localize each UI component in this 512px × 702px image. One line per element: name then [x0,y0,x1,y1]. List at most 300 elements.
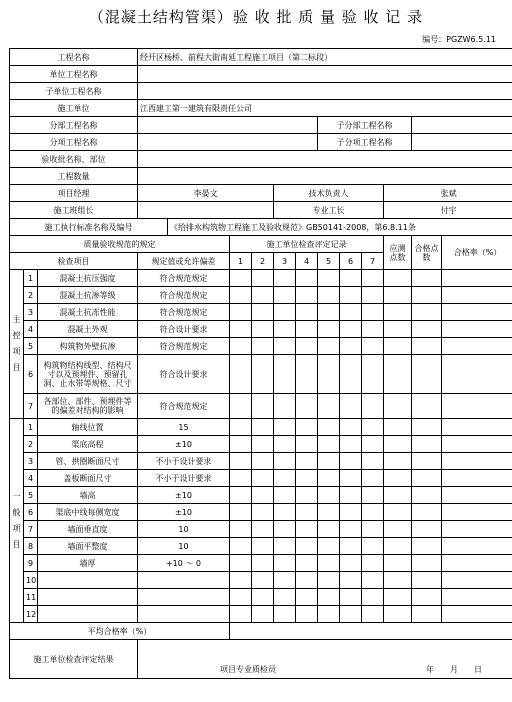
record-cell[interactable] [274,436,296,453]
qualified-points-cell[interactable] [412,572,442,589]
record-cell[interactable] [340,287,362,304]
check-item: 混凝土抗压强度 [38,270,138,287]
check-item: 混凝土抗渗等级 [38,287,138,304]
qualified-points-cell[interactable] [412,589,442,606]
record-cell[interactable] [362,394,384,419]
general-row [10,538,512,555]
record-cell[interactable] [318,436,340,453]
record-cell[interactable] [230,487,252,504]
qualified-points-cell[interactable] [412,487,442,504]
record-cell[interactable] [296,538,318,555]
document-number: 编号：PGZW6.5.11 [422,35,496,44]
record-cell[interactable] [340,304,362,321]
qualified-points-cell[interactable] [412,338,442,355]
record-cell[interactable] [362,270,384,287]
check-item [38,589,138,606]
result-value[interactable] [138,640,512,679]
record-cell[interactable] [252,419,274,436]
record-cell[interactable] [296,321,318,338]
sub-unit-project-value[interactable] [138,83,512,100]
allowed-value: 15 [138,419,230,436]
general-row [10,521,512,538]
qualified-points-cell[interactable] [412,355,442,394]
record-cell[interactable] [274,521,296,538]
qualified-points-cell[interactable] [412,419,442,436]
main_control-row [10,394,512,419]
record-cell[interactable] [252,453,274,470]
record-cell[interactable] [274,355,296,394]
pass-rate-cell[interactable] [442,304,512,321]
record-cell[interactable] [230,287,252,304]
record-cell[interactable] [296,304,318,321]
record-cell[interactable] [318,470,340,487]
check-item: 轴线位置 [38,419,138,436]
check-item: 墙厚 [38,555,138,572]
qualified-points-cell[interactable] [412,287,442,304]
measured-points-cell[interactable] [384,436,412,453]
check-item: 墙面平整度 [38,538,138,555]
record-cell[interactable] [252,521,274,538]
form-title: （混凝土结构管渠）验 收 批 质 量 验 收 记 录 [88,8,424,26]
measured-points-cell[interactable] [384,338,412,355]
general-row [10,589,512,606]
sub-division-value[interactable] [412,117,512,134]
team-leader-label: 施工班组长 [10,202,138,219]
record-cell[interactable] [362,287,384,304]
pass-rate-cell[interactable] [442,287,512,304]
record-cell[interactable] [274,589,296,606]
record-cell[interactable] [362,504,384,521]
sub-item-value[interactable] [412,134,512,151]
pass-rate-cell[interactable] [442,270,512,287]
record-cell[interactable] [252,504,274,521]
record-cell[interactable] [362,487,384,504]
pass-rate-cell[interactable] [442,453,512,470]
allowed-value: ±10 [138,504,230,521]
pass-rate-header: 合格率（%） [442,236,512,270]
unit-project-value[interactable] [138,66,512,83]
record-cell[interactable] [318,572,340,589]
record-cell[interactable] [274,394,296,419]
record-cell[interactable] [274,419,296,436]
row-number: 6 [24,355,38,394]
record-cell[interactable] [318,338,340,355]
record-cell[interactable] [252,589,274,606]
record-subcol-6: 6 [340,253,362,270]
record-cell[interactable] [318,270,340,287]
record-cell[interactable] [274,321,296,338]
pass-rate-cell[interactable] [442,504,512,521]
record-cell[interactable] [340,338,362,355]
record-cell[interactable] [296,589,318,606]
record-cell[interactable] [318,453,340,470]
row-number: 5 [24,338,38,355]
measured-points-cell[interactable] [384,572,412,589]
row-number: 9 [24,555,38,572]
record-cell[interactable] [340,270,362,287]
record-cell[interactable] [362,606,384,623]
tech-lead-label: 技术负责人 [274,185,384,202]
record-cell[interactable] [362,572,384,589]
qualified-points-cell[interactable] [412,270,442,287]
inspection-record-table [9,48,512,679]
record-cell[interactable] [252,436,274,453]
record-cell[interactable] [274,572,296,589]
quantity-label: 工程数量 [10,168,138,185]
check-item: 渠底高程 [38,436,138,453]
pass-rate-cell[interactable] [442,338,512,355]
record-cell[interactable] [252,538,274,555]
allowed-value: 符合设计要求 [138,355,230,394]
qualified-points-cell[interactable] [412,521,442,538]
record-cell[interactable] [296,453,318,470]
record-cell[interactable] [230,419,252,436]
record-cell[interactable] [230,589,252,606]
record-cell[interactable] [252,304,274,321]
record-subcol-1: 1 [230,253,252,270]
standard-label: 施工执行标准名称及编号 [10,219,168,236]
record-cell[interactable] [296,394,318,419]
batch-label: 验收批名称、部位 [10,151,138,168]
row-number: 11 [24,589,38,606]
record-cell[interactable] [252,270,274,287]
main_control-row [10,355,512,394]
record-cell[interactable] [362,589,384,606]
average-rate-value[interactable] [230,623,512,640]
row-number: 3 [24,453,38,470]
record-cell[interactable] [230,270,252,287]
allowed-value: 符合规范规定 [138,338,230,355]
qualified-points-cell[interactable] [412,436,442,453]
row-number: 3 [24,304,38,321]
record-cell[interactable] [362,321,384,338]
record-cell[interactable] [296,338,318,355]
pass-rate-cell[interactable] [442,355,512,394]
allowed-value: 符合规范规定 [138,270,230,287]
record-cell[interactable] [340,470,362,487]
measured-points-cell[interactable] [384,555,412,572]
record-cell[interactable] [318,419,340,436]
record-cell[interactable] [362,555,384,572]
row-number: 4 [24,470,38,487]
record-cell[interactable] [362,304,384,321]
check-item: 墙面垂直度 [38,521,138,538]
item-label: 分项工程名称 [10,134,138,151]
division-value[interactable] [138,117,318,134]
general-row [10,504,512,521]
record-cell[interactable] [340,538,362,555]
row-number: 7 [24,394,38,419]
record-cell[interactable] [230,521,252,538]
pass-rate-cell[interactable] [442,538,512,555]
main_control-row [10,304,512,321]
record-cell[interactable] [318,521,340,538]
check-item: 混凝土抗冻性能 [38,304,138,321]
measured-points-cell[interactable] [384,394,412,419]
qualified-points-cell[interactable] [412,394,442,419]
measured-points-cell[interactable] [384,521,412,538]
allowed-value: ±10 [138,487,230,504]
record-cell[interactable] [274,555,296,572]
record-cell[interactable] [274,470,296,487]
qualified-points-cell[interactable] [412,453,442,470]
division-label: 分部工程名称 [10,117,138,134]
measured-points-cell[interactable] [384,589,412,606]
record-cell[interactable] [340,355,362,394]
pass-rate-cell[interactable] [442,487,512,504]
record-cell[interactable] [230,304,252,321]
record-cell[interactable] [296,355,318,394]
record-cell[interactable] [340,572,362,589]
record-cell[interactable] [340,394,362,419]
allowed-value: ±10 [138,436,230,453]
qualified-points-cell[interactable] [412,470,442,487]
contractor-value: 江西建工第一建筑有限责任公司 [138,100,512,117]
tech-lead-value: 张斌 [384,185,512,202]
record-cell[interactable] [318,538,340,555]
allowed-value: 符合规范规定 [138,394,230,419]
record-cell[interactable] [318,394,340,419]
record-cell[interactable] [230,504,252,521]
record-cell[interactable] [318,355,340,394]
spec-header: 质量验收规范的规定 [10,236,230,253]
allowed-value: 符合设计要求 [138,321,230,338]
record-cell[interactable] [296,419,318,436]
record-cell[interactable] [318,304,340,321]
pass-rate-cell[interactable] [442,436,512,453]
record-cell[interactable] [230,338,252,355]
qualified-points-cell[interactable] [412,555,442,572]
pass-rate-cell[interactable] [442,419,512,436]
record-cell[interactable] [340,487,362,504]
qualified-points-cell[interactable] [412,606,442,623]
item-value[interactable] [138,134,318,151]
record-cell[interactable] [230,606,252,623]
qualified-points-cell[interactable] [412,504,442,521]
quantity-value[interactable] [138,168,512,185]
measured-points-cell[interactable] [384,453,412,470]
general-row [10,555,512,572]
average-rate-label: 平均合格率（%） [10,623,230,640]
general-row [10,487,512,504]
record-cell[interactable] [340,453,362,470]
row-number: 7 [24,521,38,538]
allowed-value [138,606,230,623]
record-cell[interactable] [230,321,252,338]
main_control-row [10,321,512,338]
record-cell[interactable] [362,436,384,453]
qualified-points-cell[interactable] [412,304,442,321]
manager-label: 项目经理 [10,185,138,202]
record-cell[interactable] [230,538,252,555]
record-cell[interactable] [296,270,318,287]
allowed-value: 符合规范规定 [138,287,230,304]
record-cell[interactable] [274,487,296,504]
record-cell[interactable] [340,436,362,453]
row-number: 2 [24,287,38,304]
record-cell[interactable] [296,572,318,589]
record-cell[interactable] [274,504,296,521]
record-cell[interactable] [296,606,318,623]
contractor-label: 施工单位 [10,100,138,117]
record-cell[interactable] [274,606,296,623]
pass-rate-cell[interactable] [442,470,512,487]
main_control-row [10,270,512,287]
record-cell[interactable] [318,606,340,623]
row-number: 2 [24,436,38,453]
record-cell[interactable] [274,453,296,470]
record-cell[interactable] [252,606,274,623]
record-header: 施工单位检查评定记录 [230,236,384,253]
check-item-header: 检查项目 [10,253,138,270]
measured-points-header: 应测点数 [384,236,412,270]
check-item: 墙高 [38,487,138,504]
pass-rate-cell[interactable] [442,589,512,606]
record-cell[interactable] [318,287,340,304]
measured-points-cell[interactable] [384,470,412,487]
record-cell[interactable] [296,521,318,538]
measured-points-cell[interactable] [384,504,412,521]
project-name-label: 工程名称 [10,49,138,66]
record-cell[interactable] [274,538,296,555]
record-cell[interactable] [318,321,340,338]
sub-unit-project-label: 子单位工程名称 [10,83,138,100]
check-item: 各部位、部件、预埋件等的偏差对结构的影响 [38,394,138,419]
foreman-value: 付宇 [384,202,512,219]
record-cell[interactable] [340,419,362,436]
measured-points-cell[interactable] [384,487,412,504]
main_control-row [10,338,512,355]
record-cell[interactable] [362,338,384,355]
record-cell[interactable] [296,487,318,504]
record-cell[interactable] [274,287,296,304]
pass-rate-cell[interactable] [442,606,512,623]
record-cell[interactable] [362,521,384,538]
allowed-value [138,589,230,606]
general-row [10,606,512,623]
check-item [38,606,138,623]
allowed-value: 符合规范规定 [138,304,230,321]
record-cell[interactable] [340,555,362,572]
record-cell[interactable] [362,355,384,394]
row-number: 6 [24,504,38,521]
unit-project-label: 单位工程名称 [10,66,138,83]
main_control-row [10,287,512,304]
row-number: 1 [24,419,38,436]
record-cell[interactable] [274,338,296,355]
measured-points-cell[interactable] [384,287,412,304]
record-cell[interactable] [296,470,318,487]
measured-points-cell[interactable] [384,419,412,436]
record-cell[interactable] [318,555,340,572]
record-cell[interactable] [230,453,252,470]
record-cell[interactable] [340,606,362,623]
record-cell[interactable] [296,287,318,304]
record-cell[interactable] [318,589,340,606]
record-cell[interactable] [296,436,318,453]
pass-rate-cell[interactable] [442,521,512,538]
check-item: 构筑物结构线型、结构尺寸以及预埋件、预留孔洞、止水带等规格、尺寸 [38,355,138,394]
measured-points-cell[interactable] [384,304,412,321]
allowed-value: 10 [138,538,230,555]
check-item: 构筑物外壁抗渗 [38,338,138,355]
qualified-points-cell[interactable] [412,321,442,338]
allowed-value-header: 规定值或允许偏差 [138,253,230,270]
row-number: 8 [24,538,38,555]
batch-value[interactable] [138,151,512,168]
check-item: 渠底中线每侧宽度 [38,504,138,521]
inspector-label: 项目专业质检员 [220,665,276,674]
record-subcol-2: 2 [252,253,274,270]
record-cell[interactable] [252,470,274,487]
check-item: 管、拱圈断面尺寸 [38,453,138,470]
record-cell[interactable] [340,321,362,338]
record-subcol-3: 3 [274,253,296,270]
record-cell[interactable] [252,394,274,419]
pass-rate-cell[interactable] [442,555,512,572]
record-cell[interactable] [362,538,384,555]
general-row [10,436,512,453]
allowed-value [138,572,230,589]
team-leader-value[interactable] [138,202,274,219]
record-cell[interactable] [318,504,340,521]
allowed-value: 10 [138,521,230,538]
record-cell[interactable] [252,487,274,504]
record-cell[interactable] [252,321,274,338]
qualified-points-cell[interactable] [412,538,442,555]
record-cell[interactable] [252,287,274,304]
record-cell[interactable] [362,453,384,470]
record-cell[interactable] [252,355,274,394]
record-cell[interactable] [230,572,252,589]
row-number: 5 [24,487,38,504]
record-cell[interactable] [340,521,362,538]
record-cell[interactable] [230,394,252,419]
record-cell[interactable] [230,436,252,453]
average-rate-row [10,623,512,640]
record-cell[interactable] [252,572,274,589]
measured-points-cell[interactable] [384,321,412,338]
record-cell[interactable] [274,270,296,287]
pass-rate-cell[interactable] [442,572,512,589]
record-cell[interactable] [340,589,362,606]
measured-points-cell[interactable] [384,355,412,394]
pass-rate-cell[interactable] [442,321,512,338]
measured-points-cell[interactable] [384,606,412,623]
result-row [10,640,512,679]
record-cell[interactable] [362,470,384,487]
project-name-value: 经开区杨桥、前程大街南延工程施工项目（第二标段） [138,49,512,66]
record-cell[interactable] [230,470,252,487]
allowed-value: 不小于设计要求 [138,470,230,487]
record-cell[interactable] [252,555,274,572]
general-row [10,470,512,487]
record-cell[interactable] [362,419,384,436]
record-cell[interactable] [230,355,252,394]
record-cell[interactable] [340,504,362,521]
record-cell[interactable] [274,304,296,321]
record-cell[interactable] [296,555,318,572]
measured-points-cell[interactable] [384,270,412,287]
pass-rate-cell[interactable] [442,394,512,419]
row-number: 4 [24,321,38,338]
record-subcol-5: 5 [318,253,340,270]
record-cell[interactable] [318,487,340,504]
record-cell[interactable] [230,555,252,572]
measured-points-cell[interactable] [384,538,412,555]
record-cell[interactable] [252,338,274,355]
record-cell[interactable] [296,504,318,521]
